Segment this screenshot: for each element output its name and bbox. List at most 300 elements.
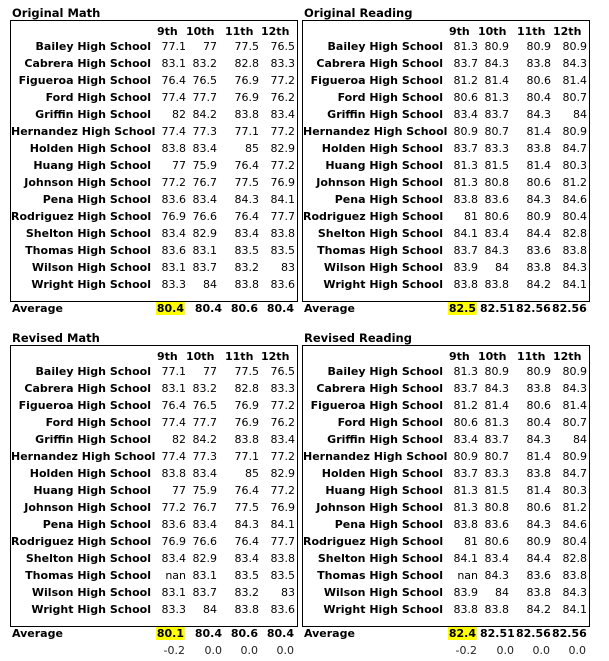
score-cell: 76.2 [270,91,295,104]
score-cell: 81.4 [526,484,551,497]
score-cell: 77.4 [161,91,186,104]
score-cell: 80.6 [453,416,478,429]
score-cell: 83.7 [484,108,509,121]
average-label: Average [304,627,355,640]
score-cell: 84 [203,278,217,291]
score-cell: 83.8 [234,433,259,446]
score-cell: nan [457,569,478,582]
score-cell: 83.6 [270,278,295,291]
score-cell: 76.9 [234,416,259,429]
score-cell: 83.6 [161,244,186,257]
score-cell: 83.4 [234,227,259,240]
table-row [11,603,297,620]
score-cell: 77.7 [270,210,295,223]
score-cell: 84.3 [562,261,587,274]
table-row [303,518,589,535]
average-value: 80.6 [230,627,258,640]
data-table [302,345,590,627]
score-cell: 83.2 [234,586,259,599]
score-cell: 80.9 [526,210,551,223]
score-cell: 83.8 [484,278,509,291]
table-row [11,450,297,467]
score-cell: 82 [172,433,186,446]
school-name: Wright High School [323,603,443,616]
table-row [11,142,297,159]
score-cell: 77.1 [234,450,259,463]
score-cell: 84.4 [526,552,551,565]
score-cell: 83.8 [234,108,259,121]
column-header-9th: 9th [157,350,178,363]
average-value [151,627,185,640]
score-cell: 83.3 [484,467,509,480]
score-cell: 80.7 [562,91,587,104]
table-row [11,227,297,244]
score-cell: 83.4 [192,142,217,155]
score-cell: 83.8 [234,603,259,616]
table-row [303,227,589,244]
score-cell: 83.8 [453,518,478,531]
score-cell: 84.2 [192,433,217,446]
score-cell: 77.1 [161,40,186,53]
score-cell: 83.3 [270,382,295,395]
school-name: Thomas High School [25,569,151,582]
score-cell: 77.2 [161,176,186,189]
score-cell: 81.4 [562,399,587,412]
school-name: Figueroa High School [18,399,151,412]
score-cell: 83.8 [161,467,186,480]
score-cell: 83.6 [161,193,186,206]
average-row [10,627,300,643]
score-cell: 83.8 [234,278,259,291]
school-name: Shelton High School [317,227,443,240]
average-label: Average [12,302,63,315]
score-cell: 84.7 [562,467,587,480]
school-name: Ford High School [45,416,151,429]
table-row [303,176,589,193]
table-row [11,416,297,433]
table-row [303,450,589,467]
average-value: 80.4 [194,302,222,315]
table-row [303,382,589,399]
score-cell: 83.2 [192,57,217,70]
score-cell: 84.1 [270,193,295,206]
score-cell: 77.2 [161,501,186,514]
score-cell: 81.5 [484,484,509,497]
table-row [303,278,589,295]
data-table [10,345,298,627]
score-cell: 83.6 [484,193,509,206]
score-cell: 83.7 [453,142,478,155]
school-name: Wright High School [31,278,151,291]
school-name: Huang High School [33,159,151,172]
score-cell: 84.2 [526,603,551,616]
table-row [303,125,589,142]
score-cell: 84.3 [526,193,551,206]
school-name: Thomas High School [317,569,443,582]
score-cell: 85 [245,467,259,480]
score-cell: 83.1 [192,244,217,257]
school-name: Griffin High School [35,433,151,446]
table-row [11,552,297,569]
score-cell: 81.3 [484,91,509,104]
school-name: Shelton High School [25,227,151,240]
score-cell: 77.5 [234,40,259,53]
average-value: 82.51 [480,302,515,315]
difference-value: -0.2 [163,644,185,657]
score-cell: 84 [573,433,587,446]
table-row [11,244,297,261]
score-cell: 75.9 [192,484,217,497]
difference-value: 0.0 [204,644,222,657]
school-name: Shelton High School [25,552,151,565]
score-cell: 83.8 [453,278,478,291]
score-cell: 77.5 [234,176,259,189]
score-cell: 77.2 [270,159,295,172]
average-value [443,302,477,315]
table-row [11,501,297,518]
score-cell: 83.2 [234,261,259,274]
table-row [303,365,589,382]
score-cell: 75.9 [192,159,217,172]
score-cell: 76.4 [234,210,259,223]
score-cell: 84.3 [484,569,509,582]
school-name: Rodriguez High School [11,535,152,548]
score-cell: 84.3 [562,382,587,395]
average-value [443,627,477,640]
table-row [303,399,589,416]
table-row [303,91,589,108]
score-cell: 84.1 [453,227,478,240]
score-cell: 84.1 [562,278,587,291]
average-value: 80.6 [230,302,258,315]
score-cell: 84.6 [562,518,587,531]
score-cell: 84.1 [453,552,478,565]
school-name: Cabrera High School [24,57,151,70]
score-cell: 80.4 [562,535,587,548]
score-cell: 80.3 [562,159,587,172]
column-header-12th: 12th [553,25,582,38]
school-name: Bailey High School [35,365,151,378]
table-row [11,535,297,552]
table-row [11,261,297,278]
score-cell: 83.8 [562,569,587,582]
difference-row [302,644,592,659]
table-row [303,74,589,91]
score-cell: 83.9 [453,261,478,274]
difference-value: 0.0 [276,644,294,657]
score-cell: 83.1 [161,586,186,599]
score-cell: 81.3 [453,484,478,497]
score-cell: 80.6 [526,74,551,87]
table-row [11,176,297,193]
school-name: Cabrera High School [24,382,151,395]
school-name: Ford High School [45,91,151,104]
table-row [11,193,297,210]
school-name: Holden High School [29,467,151,480]
score-cell: 83.6 [161,518,186,531]
average-value: 80.4 [266,302,294,315]
column-header-12th: 12th [261,350,290,363]
score-cell: nan [165,569,186,582]
score-cell: 83.5 [270,244,295,257]
score-cell: 82.9 [192,552,217,565]
score-cell: 80.6 [526,501,551,514]
score-cell: 81.3 [453,159,478,172]
score-cell: 83.8 [526,382,551,395]
score-cell: 81.2 [453,74,478,87]
table-row [11,278,297,295]
score-cell: 80.9 [562,125,587,138]
score-cell: 83.8 [270,227,295,240]
score-cell: 77.5 [234,365,259,378]
score-cell: 82 [172,108,186,121]
score-cell: 83.8 [526,467,551,480]
score-cell: 82.8 [562,227,587,240]
score-cell: 84.6 [562,193,587,206]
average-value: 82.56 [552,627,587,640]
table-row [303,603,589,620]
table-row [303,244,589,261]
panel-title: Original Reading [304,6,413,20]
school-name: Pena High School [42,193,151,206]
school-name: Holden High School [29,142,151,155]
score-cell: 80.9 [562,40,587,53]
score-cell: 81 [464,210,478,223]
score-cell: 83.5 [270,569,295,582]
score-cell: 84.1 [270,518,295,531]
average-row [302,302,592,318]
table-row [11,108,297,125]
score-cell: 83.6 [526,244,551,257]
score-cell: 83.2 [192,382,217,395]
school-name: Rodriguez High School [303,210,444,223]
table-row [303,57,589,74]
school-name: Hernandez High School [11,450,156,463]
school-name: Bailey High School [35,40,151,53]
score-cell: 83.4 [484,227,509,240]
score-cell: 83.4 [192,193,217,206]
score-cell: 76.4 [161,74,186,87]
table-row [11,586,297,603]
score-cell: 81.3 [453,365,478,378]
school-name: Pena High School [334,193,443,206]
score-cell: 80.3 [562,484,587,497]
table-row [303,433,589,450]
school-name: Wright High School [323,278,443,291]
average-label: Average [12,627,63,640]
table-row [303,159,589,176]
school-name: Hernandez High School [303,450,448,463]
panel-title: Revised Reading [304,331,412,345]
score-cell: 80.9 [453,125,478,138]
score-cell: 81.3 [453,176,478,189]
score-cell: 84.3 [484,57,509,70]
score-cell: 83.4 [453,433,478,446]
score-cell: 76.5 [192,399,217,412]
score-cell: 80.6 [484,210,509,223]
score-cell: 81.5 [484,159,509,172]
score-cell: 80.4 [526,91,551,104]
score-cell: 76.9 [270,501,295,514]
score-cell: 77 [203,40,217,53]
score-cell: 83.1 [161,57,186,70]
school-name: Wilson High School [323,261,443,274]
score-cell: 83.8 [270,552,295,565]
score-cell: 80.6 [526,176,551,189]
score-cell: 81.2 [562,501,587,514]
score-cell: 80.9 [562,365,587,378]
score-cell: 81.4 [484,74,509,87]
table-row [11,518,297,535]
average-value: 80.4 [266,627,294,640]
school-name: Figueroa High School [310,399,443,412]
score-cell: 81.2 [562,176,587,189]
score-cell: 82.9 [270,467,295,480]
average-value: 82.56 [552,302,587,315]
score-cell: 84.4 [526,227,551,240]
score-cell: 80.4 [562,210,587,223]
table-row [303,552,589,569]
difference-value: 0.0 [240,644,258,657]
score-cell: 80.8 [484,176,509,189]
school-name: Hernandez High School [11,125,156,138]
score-cell: 76.9 [161,535,186,548]
score-cell: 83.7 [484,433,509,446]
score-cell: 83.9 [453,586,478,599]
score-cell: 77.7 [192,416,217,429]
score-cell: 83.4 [270,433,295,446]
score-cell: 82.9 [192,227,217,240]
difference-row [10,644,300,659]
average-row [10,302,300,318]
score-cell: 84.3 [526,108,551,121]
score-cell: 84 [573,108,587,121]
column-header-12th: 12th [261,25,290,38]
score-cell: 80.7 [484,125,509,138]
score-cell: 83 [281,586,295,599]
score-cell: 83.8 [562,244,587,257]
score-cell: 81.4 [526,125,551,138]
column-header-10th: 10th [478,25,507,38]
school-name: Shelton High School [317,552,443,565]
score-cell: 84 [203,603,217,616]
score-cell: 80.4 [526,416,551,429]
score-cell: 76.5 [270,365,295,378]
score-cell: 82.8 [234,57,259,70]
column-header-11th: 11th [517,350,546,363]
score-cell: 77 [203,365,217,378]
score-cell: 81.4 [526,159,551,172]
highlighted-average: 82.5 [448,302,476,315]
score-cell: 83.6 [526,569,551,582]
score-cell: 80.6 [453,91,478,104]
score-cell: 83.3 [484,142,509,155]
score-cell: 84.1 [562,603,587,616]
table-row [11,74,297,91]
score-cell: 83.6 [484,518,509,531]
score-cell: 76.7 [192,176,217,189]
table-row [11,365,297,382]
school-name: Cabrera High School [316,57,443,70]
table-row [11,399,297,416]
highlighted-average: 82.4 [448,627,476,640]
score-cell: 80.9 [526,365,551,378]
score-cell: 84.3 [562,586,587,599]
table-row [11,569,297,586]
score-cell: 81.4 [484,399,509,412]
score-cell: 83.4 [270,108,295,121]
score-cell: 77.2 [270,125,295,138]
table-row [303,484,589,501]
table-row [303,467,589,484]
score-cell: 77.2 [270,450,295,463]
score-cell: 76.6 [192,535,217,548]
table-row [11,159,297,176]
score-cell: 84.3 [484,244,509,257]
school-name: Thomas High School [317,244,443,257]
school-name: Hernandez High School [303,125,448,138]
score-cell: 76.9 [234,399,259,412]
score-cell: 77.7 [270,535,295,548]
score-cell: 80.9 [484,365,509,378]
score-cell: 82.8 [562,552,587,565]
score-cell: 83.7 [453,382,478,395]
score-cell: 83.8 [484,603,509,616]
difference-value: 0.0 [532,644,550,657]
score-cell: 81.2 [453,399,478,412]
school-name: Pena High School [42,518,151,531]
table-row [303,569,589,586]
score-cell: 77.4 [161,450,186,463]
score-cell: 83.8 [161,142,186,155]
score-cell: 85 [245,142,259,155]
table-row [11,467,297,484]
score-cell: 84.3 [526,433,551,446]
score-cell: 84 [495,261,509,274]
score-cell: 84.3 [484,382,509,395]
score-cell: 77.2 [270,74,295,87]
panel-title: Original Math [12,6,101,20]
school-name: Griffin High School [327,108,443,121]
school-name: Bailey High School [327,40,443,53]
school-name: Figueroa High School [18,74,151,87]
school-name: Huang High School [325,484,443,497]
score-cell: 76.4 [234,484,259,497]
score-cell: 83.5 [234,244,259,257]
score-cell: 84.3 [562,57,587,70]
difference-value: -0.2 [455,644,477,657]
data-table [302,20,590,302]
score-cell: 83.8 [453,603,478,616]
score-cell: 80.6 [484,535,509,548]
column-header-10th: 10th [186,350,215,363]
table-row [303,501,589,518]
score-cell: 76.4 [234,159,259,172]
score-cell: 83.1 [192,569,217,582]
table-row [303,416,589,433]
score-cell: 82.9 [270,142,295,155]
column-header-9th: 9th [157,25,178,38]
score-cell: 76.2 [270,416,295,429]
school-name: Wright High School [31,603,151,616]
column-header-12th: 12th [553,350,582,363]
school-name: Rodriguez High School [11,210,152,223]
score-cell: 80.9 [562,450,587,463]
score-cell: 81 [464,535,478,548]
school-name: Pena High School [334,518,443,531]
score-cell: 77.3 [192,125,217,138]
score-cell: 83.8 [526,586,551,599]
